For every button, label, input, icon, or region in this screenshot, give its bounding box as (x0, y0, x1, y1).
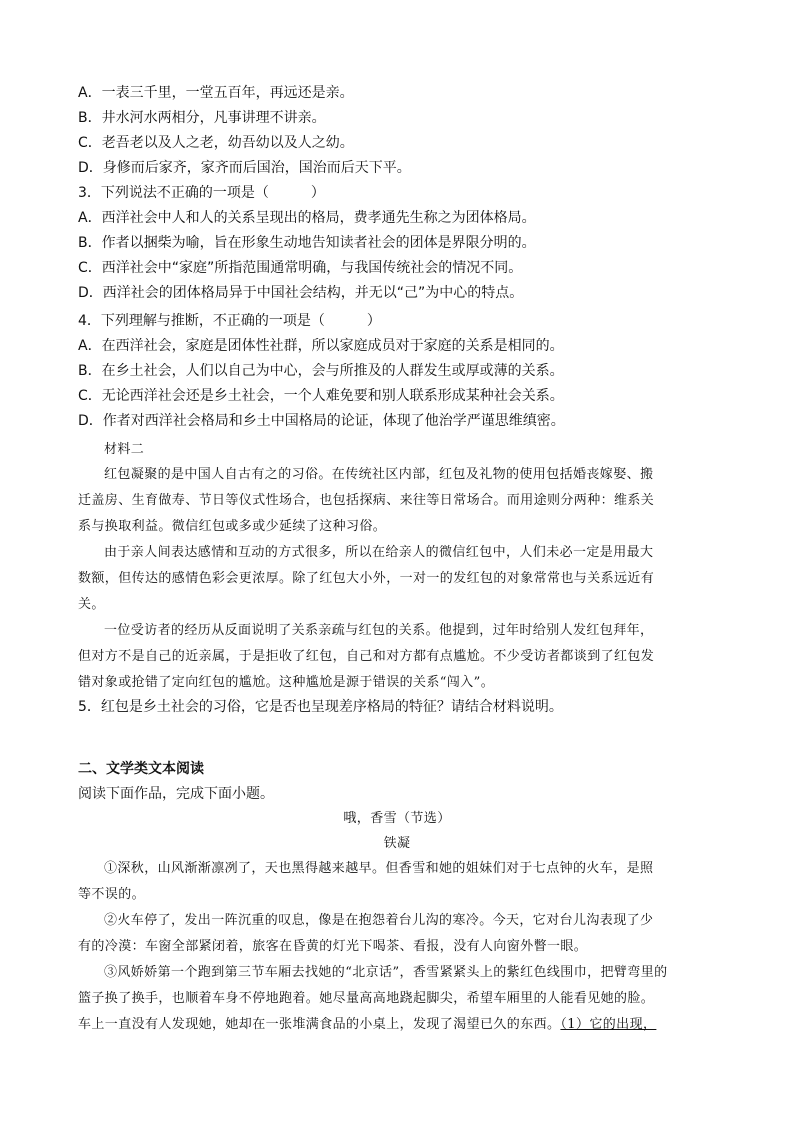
q4-option-c: C．无论西洋社会还是乡土社会，一个人难免要和别人联系形成某种社会关系。 (78, 388, 564, 404)
q2-option-b: B．井水河水两相分，凡事讲理不讲亲。 (78, 110, 326, 126)
q2-option-d: D．身修而后家齐，家齐而后国治，国治而后天下平。 (78, 160, 411, 176)
underlined-question-marker: （1）它的出现， (560, 1017, 657, 1032)
q3-option-d: D．西洋社会的团体格局异于中国社会结构，并无以“己”为中心的特点。 (78, 285, 524, 301)
story-line: ②火车停了，发出一阵沉重的叹息，像是在抱怨着台儿沟的寒冷。今天，它对台儿沟表现了少 (104, 913, 654, 928)
story-line: 有的冷漠：车窗全部紧闭着，旅客在昏黄的灯光下喝茶、看报，没有人向窗外瞥一眼。 (78, 939, 588, 954)
material2-line: 迁盖房、生育做寿、节日等仪式性场合，也包括探病、来往等日常场合。而用途则分两种：维系关 (78, 493, 655, 508)
story-line-text: 车上一直没有人发现她，她却在一张堆满食品的小桌上，发现了渴望已久的东西。 (78, 1017, 561, 1032)
material2-line: 关。 (78, 597, 105, 612)
story-title: 哦，香雪（节选） (343, 811, 451, 826)
q3-option-b: B．作者以捆柴为喻，旨在形象生动地告知读者社会的团体是界限分明的。 (78, 235, 536, 251)
story-line: 等不误的。 (78, 887, 146, 902)
story-line: 篮子换了换手，也顺着车身不停地跑着。她尽量高高地跷起脚尖，希望车厢里的人能看见她的脸。 (78, 991, 655, 1006)
q4-option-a: A．在西洋社会，家庭是团体性社群，所以家庭成员对于家庭的关系是相同的。 (78, 338, 564, 354)
q3-option-c: C．西洋社会中“家庭”所指范围通常明确，与我国传统社会的情况不同。 (78, 260, 523, 276)
material2-title: 材料二 (104, 442, 145, 457)
material2-line: 红包凝聚的是中国人自古有之的习俗。在传统社区内部，红包及礼物的使用包括婚丧嫁娶、搬 (104, 467, 654, 482)
q5-question: 5．红包是乡土社会的习俗，它是否也呈现差序格局的特征？请结合材料说明。 (78, 699, 563, 715)
q3-option-a: A．西洋社会中人和人的关系呈现出的格局，费孝通先生称之为团体格局。 (78, 210, 536, 226)
story-author: 铁凝 (383, 836, 411, 851)
material2-line: 数额，但传达的感情色彩会更浓厚。除了红包大小外，一对一的发红包的对象常常也与关系远近有 (78, 571, 655, 586)
q2-option-a: A．一表三千里，一堂五百年，再远还是亲。 (78, 85, 354, 101)
section2-instruction: 阅读下面作品，完成下面小题。 (78, 786, 274, 802)
q4-option-b: B．在乡土社会，人们以自己为中心，会与所推及的人群发生或厚或薄的关系。 (78, 363, 564, 379)
q3-stem: 3．下列说法不正确的一项是（ ） (78, 185, 325, 201)
story-line: ③风娇娇第一个跑到第三节车厢去找她的“北京话”，香雪紧紧头上的紫红色线围巾，把臂弯里的 (104, 965, 668, 980)
material2-line: 系与换取利益。微信红包或多或少延续了这种习俗。 (78, 519, 387, 534)
material2-line: 错对象或抢错了定向红包的尴尬。这种尴尬是源于错误的关系“闯入”。 (78, 675, 495, 690)
story-line: ①深秋，山风渐渐凛冽了，天也黑得越来越早。但香雪和她的姐妹们对于七点钟的火车，是照 (104, 861, 654, 876)
material2-line: 由于亲人间表达感情和互动的方式很多，所以在给亲人的微信红包中，人们未必一定是用最大 (104, 545, 654, 560)
story-line-last (78, 1015, 656, 1035)
q4-stem: 4．下列理解与推断，不正确的一项是（ ） (78, 313, 381, 329)
q4-option-d: D．作者对西洋社会格局和乡土中国格局的论证，体现了他治学严谨思维缜密。 (78, 413, 565, 429)
material2-line: 一位受访者的经历从反面说明了关系亲疏与红包的关系。他提到，过年时给别人发红包拜年， (104, 623, 654, 638)
material2-line: 但对方不是自己的近亲属，于是拒收了红包，自己和对方都有点尴尬。不少受访者都谈到了红包发 (78, 649, 655, 664)
section2-heading: 二、文学类文本阅读 (78, 761, 204, 777)
q2-option-c: C．老吾老以及人之老，幼吾幼以及人之幼。 (78, 135, 354, 151)
